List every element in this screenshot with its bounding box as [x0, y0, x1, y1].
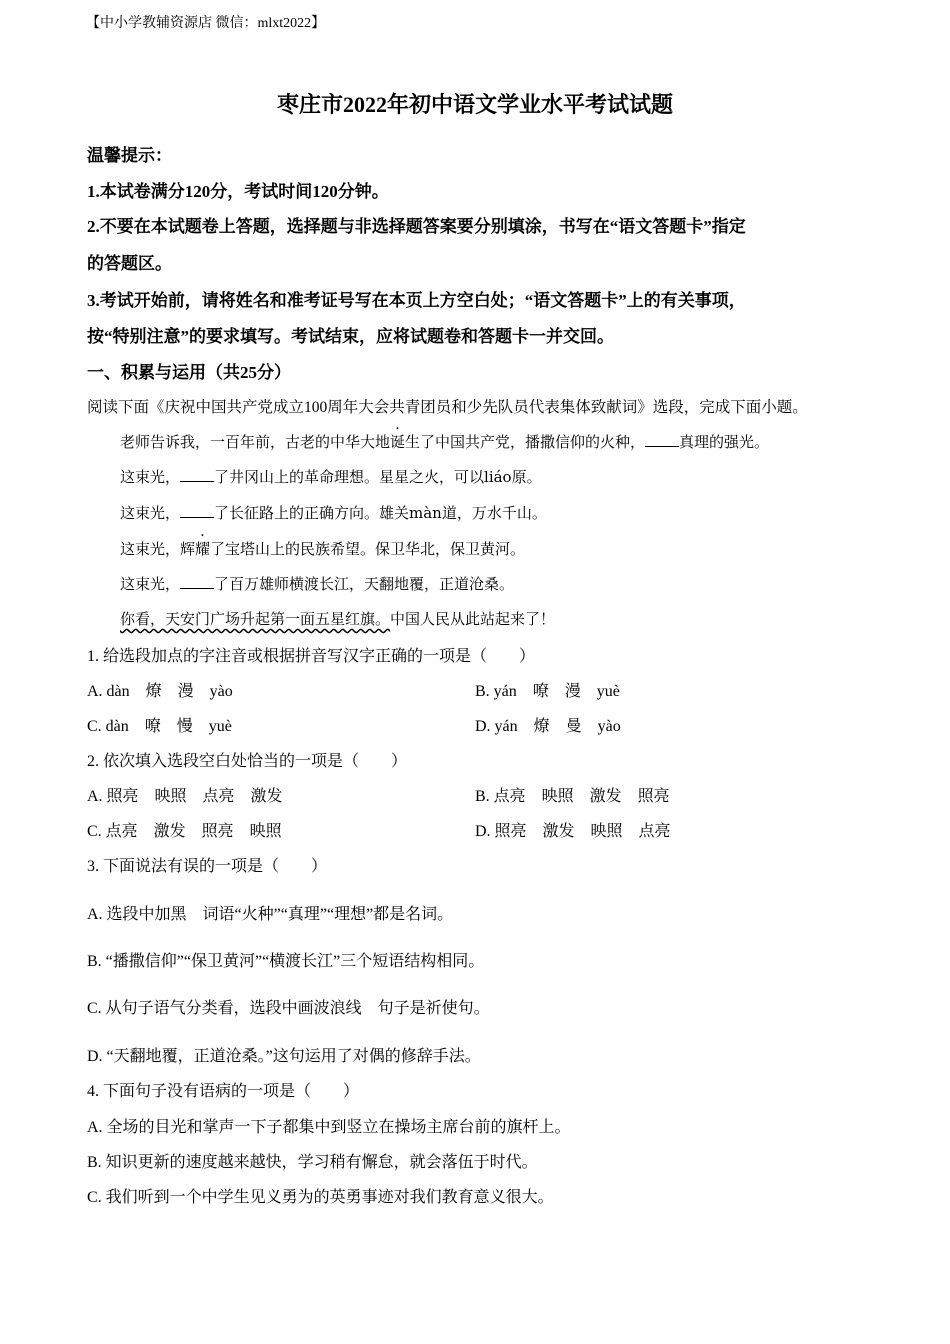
q2-option-a: A. 照亮 映照 点亮 激发 — [87, 788, 283, 805]
tip-1: 1.本试卷满分120分，考试时间120分钟。 — [87, 182, 389, 201]
tip-2: 2.不要在本试题卷上答题，选择题与非选择题答案要分别填涂，书写在“语文答题卡”指定 — [87, 217, 746, 236]
blank-4 — [180, 574, 214, 589]
passage-line-6: 你看，天安门广场升起第一面五星红旗。中国人民从此站起来了！ — [120, 610, 556, 628]
q3-stem: 3. 下面说法有误的一项是（ ） — [87, 858, 328, 875]
q2-stem: 2. 依次填入选段空白处恰当的一项是（ ） — [87, 753, 408, 770]
blank-2 — [180, 467, 214, 482]
q2-option-c: C. 点亮 激发 照亮 映照 — [87, 823, 282, 840]
dotted-char: 耀 — [195, 540, 211, 558]
tip-3-cont: 按“特别注意”的要求填写。考试结束，应将试题卷和答题卡一并交回。 — [87, 327, 614, 346]
passage-line-1: 老师告诉我，一百年前，古老的中华大地诞生了中国共产党，播撒信仰的火种， 真理的强光。 — [120, 433, 770, 451]
blank-1 — [645, 432, 679, 447]
blank-3 — [180, 503, 214, 518]
dotted-char: 诞 — [390, 433, 406, 451]
q1-option-d: D. yán 燎 曼 yào — [475, 718, 621, 735]
q4-stem: 4. 下面句子没有语病的一项是（ ） — [87, 1083, 360, 1100]
q3-option-c: C. 从句子语气分类看，选段中画波浪线 句子是祈使句。 — [87, 1000, 490, 1017]
q1-option-b: B. yán 嘹 漫 yuè — [475, 683, 620, 700]
passage-line-3: 这束光， 了长征路上的正确方向。雄关màn道，万水千山。 — [120, 504, 547, 522]
q3-option-b: B. “播撒信仰”“保卫黄河”“横渡长江”三个短语结构相同。 — [87, 953, 485, 970]
page-title: 枣庄市2022年初中语文学业水平考试试题 — [276, 92, 673, 117]
q1-option-a: A. dàn 燎 漫 yào — [87, 683, 233, 700]
q4-option-c: C. 我们听到一个中学生见义勇为的英勇事迹对我们教育意义很大。 — [87, 1189, 554, 1206]
q4-option-a: A. 全场的目光和掌声一下子都集中到竖立在操场主席台前的旗杆上。 — [87, 1119, 571, 1136]
section-heading: 一、积累与运用（共25分） — [87, 363, 291, 382]
tip-2-cont: 的答题区。 — [87, 254, 172, 273]
q3-option-d: D. “天翻地覆，正道沧桑。”这句运用了对偶的修辞手法。 — [87, 1048, 481, 1065]
q2-option-b: B. 点亮 映照 激发 照亮 — [475, 788, 670, 805]
tip-3: 3.考试开始前，请将姓名和准考证号写在本页上方空白处；“语文答题卡”上的有关事项， — [87, 291, 746, 310]
q4-option-b: B. 知识更新的速度越来越快，学习稍有懈怠，就会落伍于时代。 — [87, 1154, 538, 1171]
q1-option-c: C. dàn 嘹 慢 yuè — [87, 718, 232, 735]
passage-line-2: 这束光， 了井冈山上的革命理想。星星之火，可以liáo原。 — [120, 468, 542, 486]
q3-option-a: A. 选段中加黑 词语“火种”“真理”“理想”都是名词。 — [87, 906, 454, 923]
reading-intro: 阅读下面《庆祝中国共产党成立100周年大会共青团员和少先队员代表集体致献词》选段，完成下面小题。 — [87, 399, 808, 416]
tips-heading: 温馨提示： — [87, 146, 172, 165]
q1-stem: 1. 给选段加点的字注音或根据拼音写汉字正确的一项是（ ） — [87, 648, 536, 665]
watermark-text: 【中小学教辅资源店 微信：mlxt2022】 — [86, 16, 326, 31]
q2-option-d: D. 照亮 激发 映照 点亮 — [475, 823, 671, 840]
passage-line-4: 这束光，辉耀了宝塔山上的民族希望。保卫华北，保卫黄河。 — [120, 540, 526, 558]
passage-line-5: 这束光， 了百万雄师横渡长江，天翻地覆，正道沧桑。 — [120, 575, 515, 593]
wavy-underlined-sentence: 你看，天安门广场升起第一面五星红旗。 — [120, 610, 391, 628]
